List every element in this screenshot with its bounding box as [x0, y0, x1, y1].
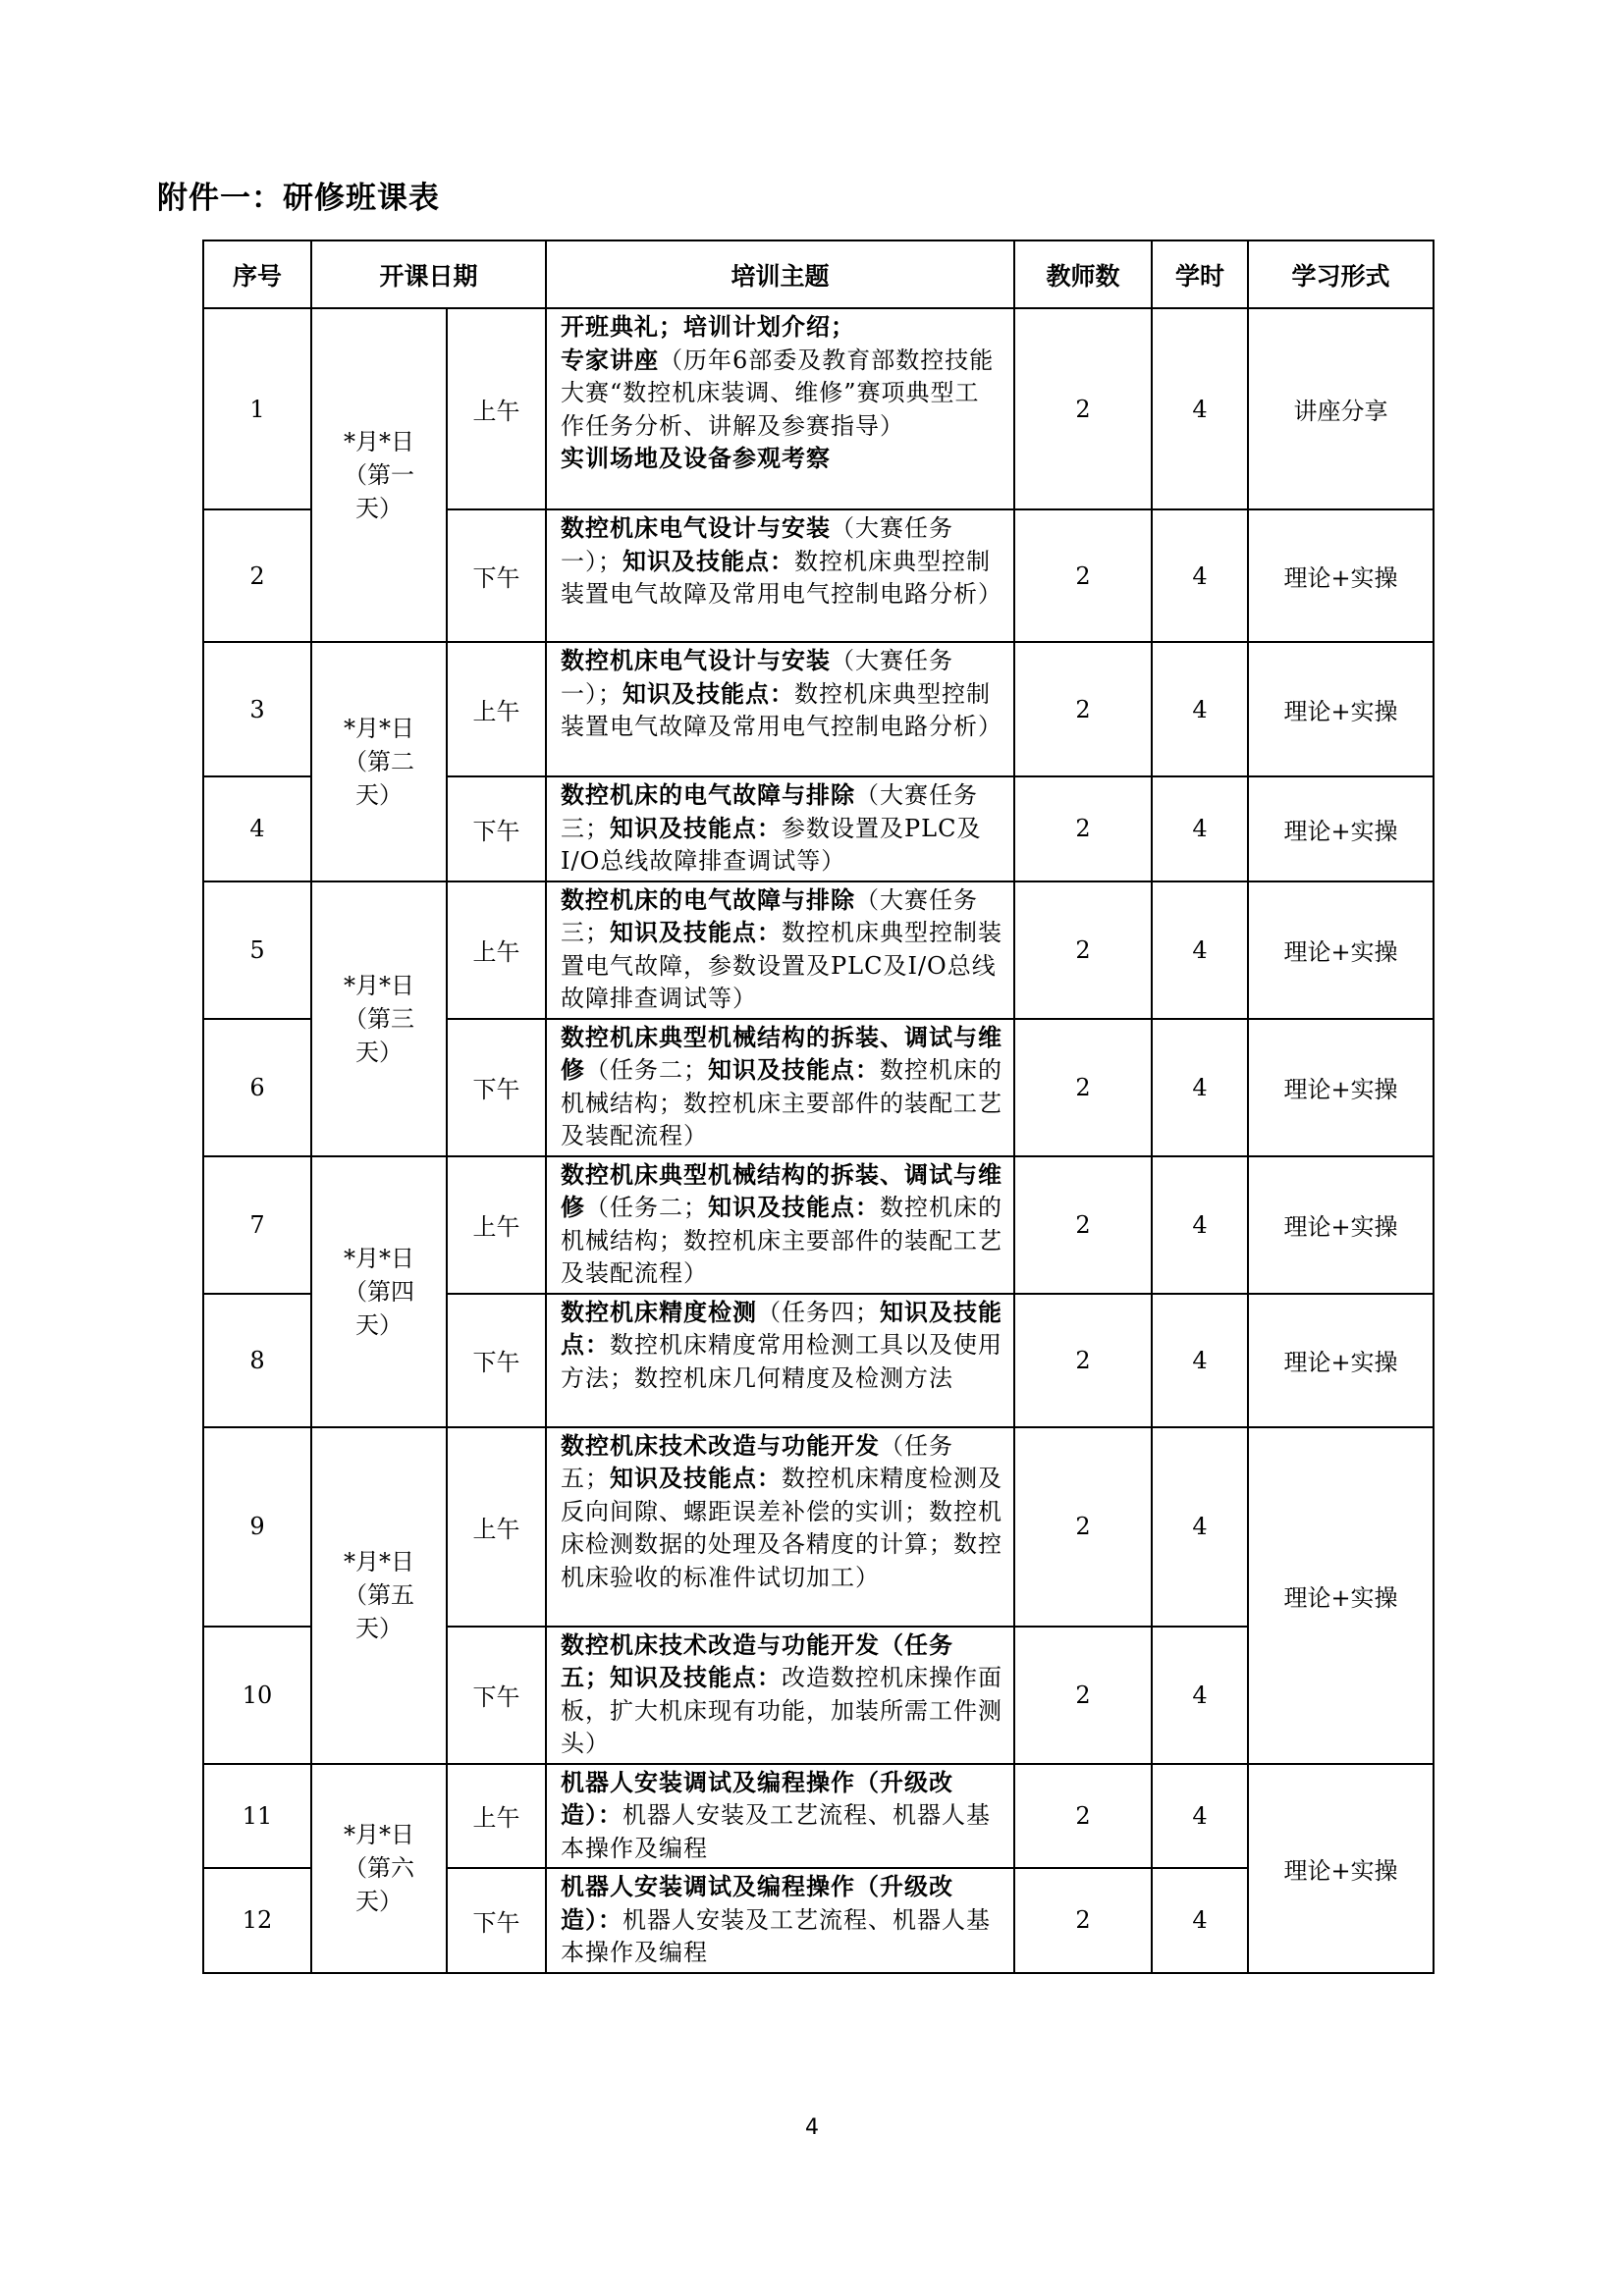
topic-bold-text: 数控机床电气设计与安装 [561, 514, 832, 542]
topic-segment [561, 815, 981, 876]
topic-text: 数控机床的机械结构；数控机床主要部件的装配工艺及装配流程） [561, 1194, 1003, 1287]
day-date [311, 881, 447, 1156]
topic-bold-text: 数控机床技术改造与功能开发 [561, 1431, 881, 1460]
topic-text: 数控机床的机械结构；数控机床主要部件的装配工艺及装配流程） [561, 1056, 1003, 1149]
topic-text: 机器人安装及工艺流程、机器人基本操作及编程 [561, 1801, 992, 1862]
row-teachers: 2 [1014, 1156, 1152, 1294]
header-topic: 培训主题 [546, 240, 1014, 308]
row-topic [546, 1156, 1014, 1294]
day-date-line: *月*日 [344, 1244, 414, 1272]
row-period: 上午 [447, 881, 546, 1019]
row-form-merged: 理论+实操 [1248, 1427, 1434, 1764]
topic-bold-text: 数控机床典型机械结构的拆装、调试与维修 [561, 1023, 1003, 1084]
topic-text: 数控机床精度常用检测工具以及使用方法；数控机床几何精度及检测方法 [561, 1331, 1003, 1392]
table-row [203, 642, 1434, 776]
row-hours: 4 [1152, 1764, 1248, 1869]
topic-segment [561, 1769, 991, 1862]
day-date [311, 1427, 447, 1764]
topic-bold-text: 数控机床电气设计与安装 [561, 647, 832, 674]
row-seq: 12 [203, 1868, 311, 1973]
row-period: 下午 [447, 509, 546, 642]
row-form: 讲座分享 [1248, 308, 1434, 509]
day-date-line: 天） [355, 1615, 403, 1642]
topic-bold-text: 知识及技能点： [610, 814, 783, 842]
page-number: 4 [805, 2115, 819, 2140]
header-date: 开课日期 [311, 240, 546, 308]
topic-bold-text: 数控机床典型机械结构的拆装、调试与维修 [561, 1160, 1003, 1221]
row-period: 上午 [447, 1764, 546, 1869]
header-seq: 序号 [203, 240, 311, 308]
topic-text: 数控机床精度检测及反向间隙、螺距误差补偿的实训；数控机床检测数据的处理及各精度的计算；数控机床验收的标准件试切加工） [561, 1465, 1003, 1591]
header-row [203, 240, 1434, 308]
topic-text: 机器人安装及工艺流程、机器人基本操作及编程 [561, 1905, 992, 1966]
day-date-line: 天） [355, 1038, 403, 1066]
topic-text: 数控机床典型控制装置电气故障及常用电气控制电路分析） [561, 679, 1003, 740]
row-teachers: 2 [1014, 509, 1152, 642]
row-seq: 11 [203, 1764, 311, 1869]
header-hours: 学时 [1152, 240, 1248, 308]
row-hours: 4 [1152, 1019, 1248, 1156]
topic-text: 改造数控机床操作面板，扩大机床现有功能，加装所需工件测头） [561, 1664, 1003, 1757]
topic-text: （任务二； [585, 1056, 709, 1084]
row-period: 上午 [447, 1156, 546, 1294]
row-form-merged: 理论+实操 [1248, 1764, 1434, 1973]
row-form: 理论+实操 [1248, 776, 1434, 881]
row-seq: 7 [203, 1156, 311, 1294]
topic-bold-text: 知识及技能点： [610, 1465, 783, 1492]
topic-bold-text: 知识及技能点： [623, 679, 795, 708]
day-date [311, 308, 447, 642]
row-seq: 4 [203, 776, 311, 881]
topic-segment [561, 1664, 1002, 1757]
topic-text: （大赛任务一）； [561, 647, 954, 708]
topic-bold-text: 数控机床精度检测 [561, 1298, 758, 1326]
row-period: 下午 [447, 1868, 546, 1973]
row-form: 理论+实操 [1248, 1294, 1434, 1427]
day-date-line: *月*日 [344, 428, 414, 455]
row-topic [546, 1427, 1014, 1627]
topic-text: （大赛任务三； [561, 885, 979, 946]
topic-bold-text: 数控机床的电气故障与排除 [561, 781, 856, 809]
day-date-line: *月*日 [344, 714, 414, 742]
row-topic [546, 776, 1014, 881]
row-topic [546, 881, 1014, 1019]
row-hours: 4 [1152, 1156, 1248, 1294]
header-form: 学习形式 [1248, 240, 1434, 308]
topic-segment [561, 443, 1003, 476]
row-teachers: 2 [1014, 881, 1152, 1019]
topic-segment [561, 919, 1002, 1012]
row-form: 理论+实操 [1248, 509, 1434, 642]
row-teachers: 2 [1014, 1294, 1152, 1427]
row-form: 理论+实操 [1248, 1156, 1434, 1294]
topic-bold-text: 专家讲座 [561, 346, 660, 374]
row-form: 理论+实操 [1248, 1019, 1434, 1156]
row-hours: 4 [1152, 1627, 1248, 1764]
row-hours: 4 [1152, 642, 1248, 776]
day-date-line: 天） [355, 495, 403, 522]
row-seq: 3 [203, 642, 311, 776]
topic-text: （任务二； [585, 1194, 709, 1221]
table-row [203, 308, 1434, 509]
topic-bold-text: 机器人安装调试及编程操作（升级改造）： [561, 1768, 954, 1829]
row-teachers: 2 [1014, 642, 1152, 776]
day-date-line: （第六 [344, 1854, 414, 1882]
topic-segment [561, 1465, 1002, 1591]
row-teachers: 2 [1014, 1868, 1152, 1973]
topic-segment [561, 311, 1003, 345]
topic-text: （任务五； [561, 1431, 954, 1492]
day-date [311, 1156, 447, 1427]
day-date-line: （第四 [344, 1277, 414, 1306]
day-date-line: *月*日 [344, 971, 414, 999]
row-period: 上午 [447, 642, 546, 776]
row-form: 理论+实操 [1248, 642, 1434, 776]
row-period: 下午 [447, 776, 546, 881]
row-hours: 4 [1152, 1868, 1248, 1973]
row-seq: 8 [203, 1294, 311, 1427]
topic-bold-text: 机器人安装调试及编程操作（升级改造）： [561, 1873, 954, 1934]
table-row [203, 881, 1434, 1019]
row-period: 下午 [447, 1627, 546, 1764]
topic-text: （任务四； [757, 1298, 881, 1326]
row-topic [546, 1019, 1014, 1156]
page-title: 附件一：研修班课表 [157, 181, 440, 216]
topic-text: （大赛任务三； [561, 781, 979, 842]
topic-bold-text: 知识及技能点： [610, 1664, 783, 1691]
topic-text: （大赛任务一）； [561, 514, 954, 575]
topic-text: 参数设置及PLC及I/O总线故障排查调试等） [561, 814, 982, 875]
day-date-line: （第一 [344, 461, 414, 489]
table-row [203, 1156, 1434, 1294]
topic-text: 数控机床典型控制装置电气故障，参数设置及PLC及I/O总线故障排查调试等） [561, 919, 1003, 1012]
day-date-line: （第二 [344, 747, 414, 775]
row-topic [546, 308, 1014, 509]
topic-bold-text: 开班典礼；培训计划介绍； [561, 313, 856, 341]
row-hours: 4 [1152, 1294, 1248, 1427]
row-topic [546, 1764, 1014, 1869]
day-date-line: （第五 [344, 1581, 414, 1609]
topic-text: 数控机床典型控制装置电气故障及常用电气控制电路分析） [561, 547, 1003, 608]
topic-text: （历年6部委及教育部数控技能大赛“数控机床装调、维修”赛项典型工作任务分析、讲解及参赛指导） [561, 346, 995, 440]
row-seq: 2 [203, 509, 311, 642]
row-hours: 4 [1152, 776, 1248, 881]
topic-segment [561, 345, 1003, 444]
row-seq: 5 [203, 881, 311, 1019]
day-date-line: （第三 [344, 1004, 414, 1033]
topic-segment [561, 1873, 991, 1966]
topic-bold-text: 知识及技能点： [610, 919, 783, 946]
schedule-table [202, 240, 1435, 1974]
row-hours: 4 [1152, 509, 1248, 642]
topic-bold-text: 数控机床的电气故障与排除 [561, 885, 856, 914]
row-seq: 10 [203, 1627, 311, 1764]
topic-bold-text: 数控机床技术改造与功能开发（任务五； [561, 1630, 954, 1691]
topic-segment [561, 1299, 880, 1326]
day-date-line: 天） [355, 1310, 403, 1339]
row-form: 理论+实操 [1248, 881, 1434, 1019]
row-teachers: 2 [1014, 1764, 1152, 1869]
table-row [203, 1427, 1434, 1627]
row-seq: 1 [203, 308, 311, 509]
topic-segment [561, 548, 1002, 609]
header-teachers: 教师数 [1014, 240, 1152, 308]
row-teachers: 2 [1014, 1627, 1152, 1764]
row-seq: 9 [203, 1427, 311, 1627]
row-period: 上午 [447, 308, 546, 509]
topic-bold-text: 知识及技能点： [708, 1194, 881, 1221]
row-topic [546, 509, 1014, 642]
day-date-line: *月*日 [344, 1548, 414, 1575]
topic-segment [561, 680, 1002, 741]
row-hours: 4 [1152, 308, 1248, 509]
row-seq: 6 [203, 1019, 311, 1156]
row-period: 下午 [447, 1294, 546, 1427]
table-row [203, 1764, 1434, 1869]
row-hours: 4 [1152, 881, 1248, 1019]
topic-bold-text: 实训场地及设备参观考察 [561, 445, 832, 472]
row-topic [546, 1868, 1014, 1973]
topic-bold-text: 知识及技能点： [561, 1298, 1003, 1359]
row-teachers: 2 [1014, 776, 1152, 881]
day-date [311, 642, 447, 881]
row-period: 上午 [447, 1427, 546, 1627]
row-topic [546, 642, 1014, 776]
day-date-line: *月*日 [344, 1821, 414, 1848]
day-date-line: 天） [355, 780, 403, 809]
topic-bold-text: 知识及技能点： [708, 1056, 881, 1084]
row-teachers: 2 [1014, 1427, 1152, 1627]
day-date-line: 天） [355, 1888, 403, 1915]
row-teachers: 2 [1014, 1019, 1152, 1156]
row-topic [546, 1294, 1014, 1427]
day-date [311, 1764, 447, 1973]
row-teachers: 2 [1014, 308, 1152, 509]
row-hours: 4 [1152, 1427, 1248, 1627]
topic-bold-text: 知识及技能点： [623, 547, 795, 575]
row-topic [546, 1627, 1014, 1764]
row-period: 下午 [447, 1019, 546, 1156]
